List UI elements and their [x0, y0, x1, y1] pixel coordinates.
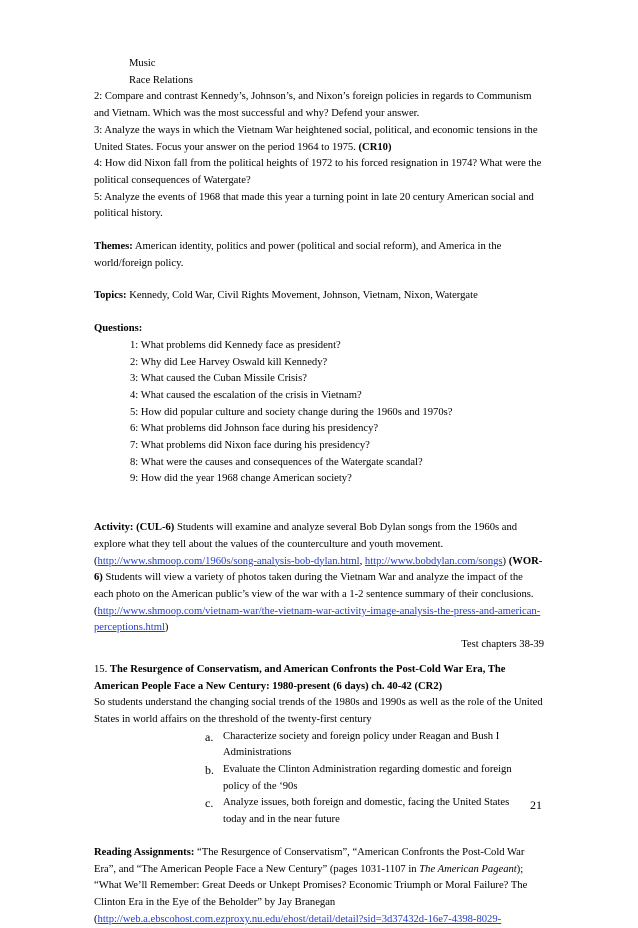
link-shmoop-vietnam[interactable]: http://www.shmoop.com/vietnam-war/the-vietnam-war-activity-image-analysis-the-press-and-american-perceptions.html: [94, 605, 541, 634]
list-item: 7: What problems did Nixon face during his presidency?: [130, 440, 370, 452]
page-number: 21: [530, 798, 542, 812]
list-item: 1: What problems did Kennedy face as president?: [130, 339, 341, 351]
questions-label: Questions:: [94, 323, 143, 335]
top-list: [94, 56, 544, 89]
unit-title: The Resurgence of Conservatism, and American Confronts the Post-Cold War Era, The American People Face a New Century: 1980-present (6 days) ch. 40-42 (CR2): [94, 663, 506, 692]
essay-question-4: 4: How did Nixon fall from the political heights of 1972 to his forced resignation in 1974? What were the political consequences of Watergate?: [94, 158, 542, 186]
themes-label: Themes:: [94, 241, 133, 253]
wor-label: (WOR-6): [94, 555, 543, 584]
list-item: 8: What were the causes and consequences of the Watergate scandal?: [130, 456, 423, 468]
themes-paragraph: [94, 239, 544, 272]
list-item: [205, 795, 544, 828]
cr10-label: (CR10): [358, 141, 392, 153]
objective-letter: c.: [205, 796, 214, 811]
reading-paragraph: [94, 845, 544, 928]
objective-text: Evaluate the Clinton Administration regarding domestic and foreign policy of the ‘90s: [223, 764, 512, 792]
objective-text: Characterize society and foreign policy under Reagan and Bush I Administrations: [223, 730, 500, 759]
link-ebscohost[interactable]: http://web.a.ebscohost.com.ezproxy.nu.edu/ehost/detail/detail?sid=3d37432d-16e7-4398-8029-: [97, 913, 502, 925]
questions-heading: [94, 321, 544, 338]
list-item: Music: [129, 58, 156, 69]
list-item: 2: Why did Lee Harvey Oswald kill Kennedy?: [130, 356, 328, 368]
link-bobdylan-songs[interactable]: http://www.bobdylan.com/songs: [364, 555, 503, 567]
objectives-list: [94, 729, 544, 829]
essay-question-2: 2: Compare and contrast Kennedy’s, Johnson’s, and Nixon’s foreign policies in regards to Communism and Vietnam. Which was the most successful and why? Defend your answer.: [94, 91, 532, 120]
objective-letter: a.: [205, 729, 214, 744]
questions-list: [94, 338, 544, 488]
wor-text: Students will view a variety of photos taken during the Vietnam War and analyze the impact of the each photo on the American public’s view of the war with a 1-2 sentence summary of their conclusions. (: [94, 572, 534, 617]
list-item: 6: What problems did Johnson face during his presidency?: [130, 423, 379, 435]
topics-label: Topics:: [94, 290, 127, 302]
list-item: Race Relations: [129, 74, 193, 86]
unit-intro: So students understand the changing social trends of the 1980s and 1990s as well as the role of the United States in world affairs on the threshold of the twenty-first century: [94, 697, 543, 725]
reading-text-2: ); “What We’ll Remember: Great Deeds or Unkept Promises? Economic Triumph or Moral Failure? The Clinton Era in the Eye of the Beholder” by Jay Branegan (: [94, 863, 528, 925]
topics-text: Kennedy, Cold War, Civil Rights Movement, Johnson, Vietnam, Nixon, Watergate: [126, 290, 478, 302]
reading-book: The American Pageant: [419, 863, 517, 875]
list-item: 9: How did the year 1968 change American society?: [130, 473, 352, 485]
list-item: 3: What caused the Cuban Missile Crisis?: [130, 373, 307, 385]
list-item: 4: What caused the escalation of the crisis in Vietnam?: [130, 389, 362, 401]
unit-number: 15.: [94, 663, 108, 675]
objective-letter: b.: [205, 763, 214, 778]
essay-question-5: 5: Analyze the events of 1968 that made this year a turning point in late 20 century American social and political history.: [94, 191, 534, 220]
unit-heading: [94, 662, 544, 695]
reading-text-1: “The Resurgence of Conservatism”, “American Confronts the Post-Cold War Era”, and “The American People Face a New Century” (pages 1031-1107 in: [94, 846, 525, 875]
activity-label: Activity: (CUL-6): [94, 522, 175, 534]
activity-text: Students will examine and analyze several Bob Dylan songs from the 1960s and explore what they tell about the values of the counterculture and youth movement.: [94, 522, 518, 550]
test-chapters: Test chapters 38-39: [461, 639, 544, 651]
list-item: 5: How did popular culture and society change during the 1960s and 1970s?: [130, 406, 453, 418]
reading-label: Reading Assignments:: [94, 846, 195, 858]
topics-paragraph: [94, 288, 544, 305]
document-page: [94, 56, 544, 928]
essay-question-3-text: 3: Analyze the ways in which the Vietnam War heightened social, political, and economic tensions in the United States. Focus your answer on the period 1964 to 1975.: [94, 124, 538, 153]
link-shmoop-dylan[interactable]: http://www.shmoop.com/1960s/song-analysis-bob-dylan.html: [97, 555, 360, 567]
themes-text: American identity, politics and power (political and social reform), and America in the world/foreign policy.: [94, 241, 502, 269]
essay-question-3: [94, 123, 544, 156]
list-item: [205, 729, 544, 762]
objective-text: Analyze issues, both foreign and domestic, facing the United States today and in the near future: [223, 797, 510, 826]
list-item: [205, 762, 544, 795]
activity-paragraph: Activity: (CUL-6) Students will examine and analyze several Bob Dylan songs from the 1960s and explore what they tell about the values of the counterculture and youth movement. (http://www.shmoop.com/1960s/song-analysis-bob-dylan.html, http://www.bobdylan.com/songs) (WOR-6) Students will view a variety of photos taken during the Vietnam War and analyze the impact of the each photo on the American public’s view of the war with a 1-2 sentence summary of their conclusions. (http://www.shmoop.com/vietnam-war/the-vietnam-war-activity-image-analysis-the-press-and-american-perceptions.html): [94, 522, 543, 634]
